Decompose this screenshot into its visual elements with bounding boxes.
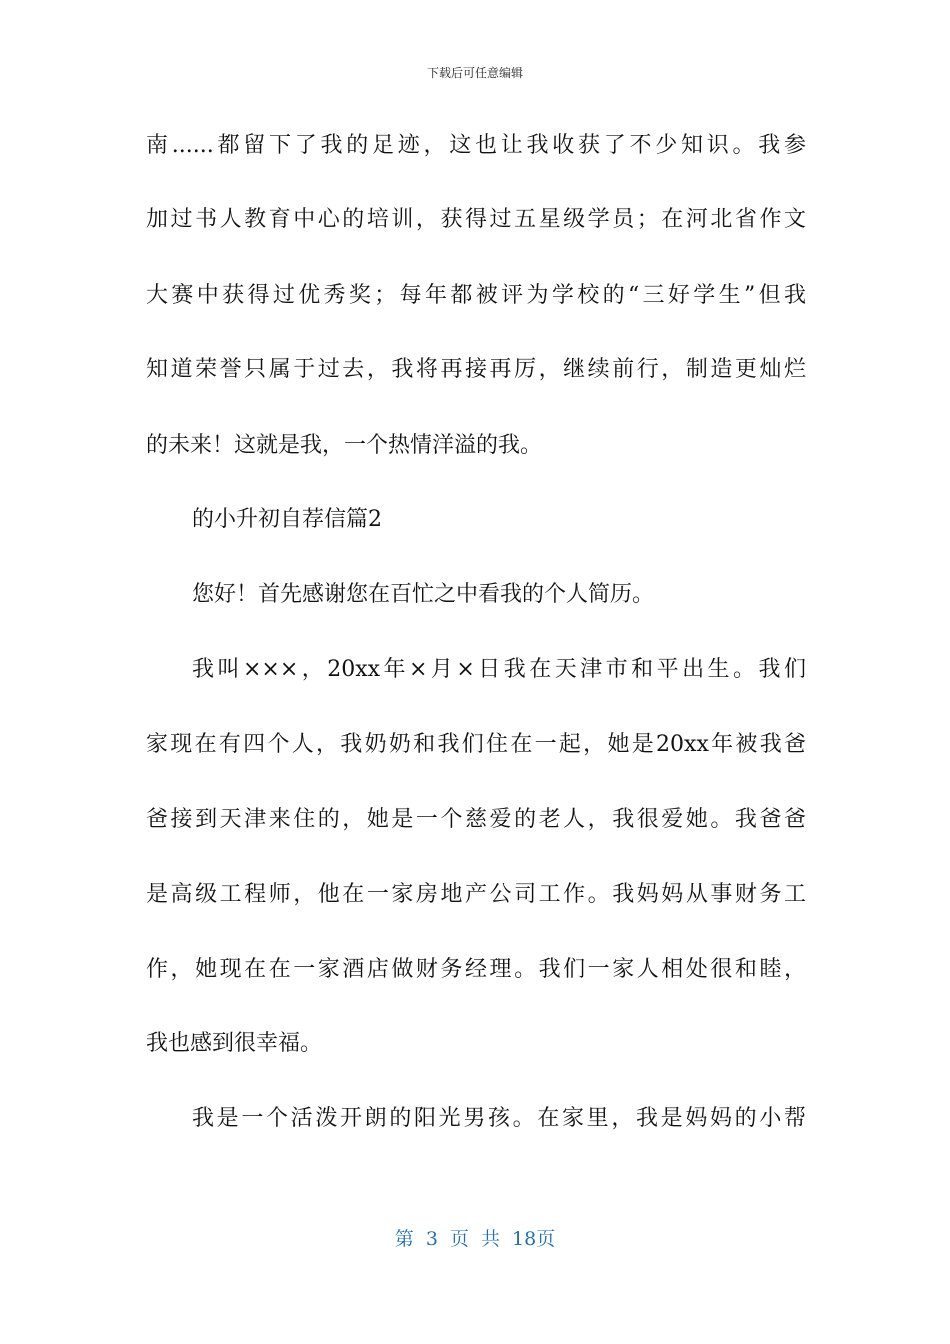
body-line: 南......都留下了我的足迹，这也让我收获了不少知识。我参 (146, 133, 806, 158)
body-line: 我叫×××，20xx年×月×日我在天津市和平出生。我们 (192, 657, 806, 682)
body-line: 我是一个活泼开朗的阳光男孩。在家里，我是妈妈的小帮 (192, 1106, 806, 1131)
body-line: 大赛中获得过优秀奖；每年都被评为学校的“三好学生”但我 (146, 283, 806, 308)
page-header: 下载后可任意编辑 (426, 66, 523, 80)
body-line: 是高级工程师，他在一家房地产公司工作。我妈妈从事财务工 (146, 882, 806, 907)
body-line: 我也感到很幸福。 (146, 1031, 323, 1056)
body-line: 家现在有四个人，我奶奶和我们住在一起，她是20xx年被我爸 (146, 732, 806, 757)
body-line: 作，她现在在一家酒店做财务经理。我们一家人相处很和睦， (146, 957, 806, 982)
body-line: 加过书人教育中心的培训，获得过五星级学员；在河北省作文 (146, 207, 806, 232)
greeting-line: 您好！首先感谢您在百忙之中看我的个人简历。 (192, 582, 655, 607)
section-heading: 的小升初自荐信篇2 (192, 507, 382, 532)
body-line: 知道荣誉只属于过去，我将再接再厉，继续前行，制造更灿烂 (146, 357, 806, 382)
body-line: 爸接到天津来住的，她是一个慈爱的老人，我很爱她。我爸爸 (146, 807, 806, 832)
body-line: 的未来！这就是我，一个热情洋溢的我。 (146, 433, 543, 458)
page-number-footer: 第 3 页 共 18页 (394, 1228, 556, 1250)
